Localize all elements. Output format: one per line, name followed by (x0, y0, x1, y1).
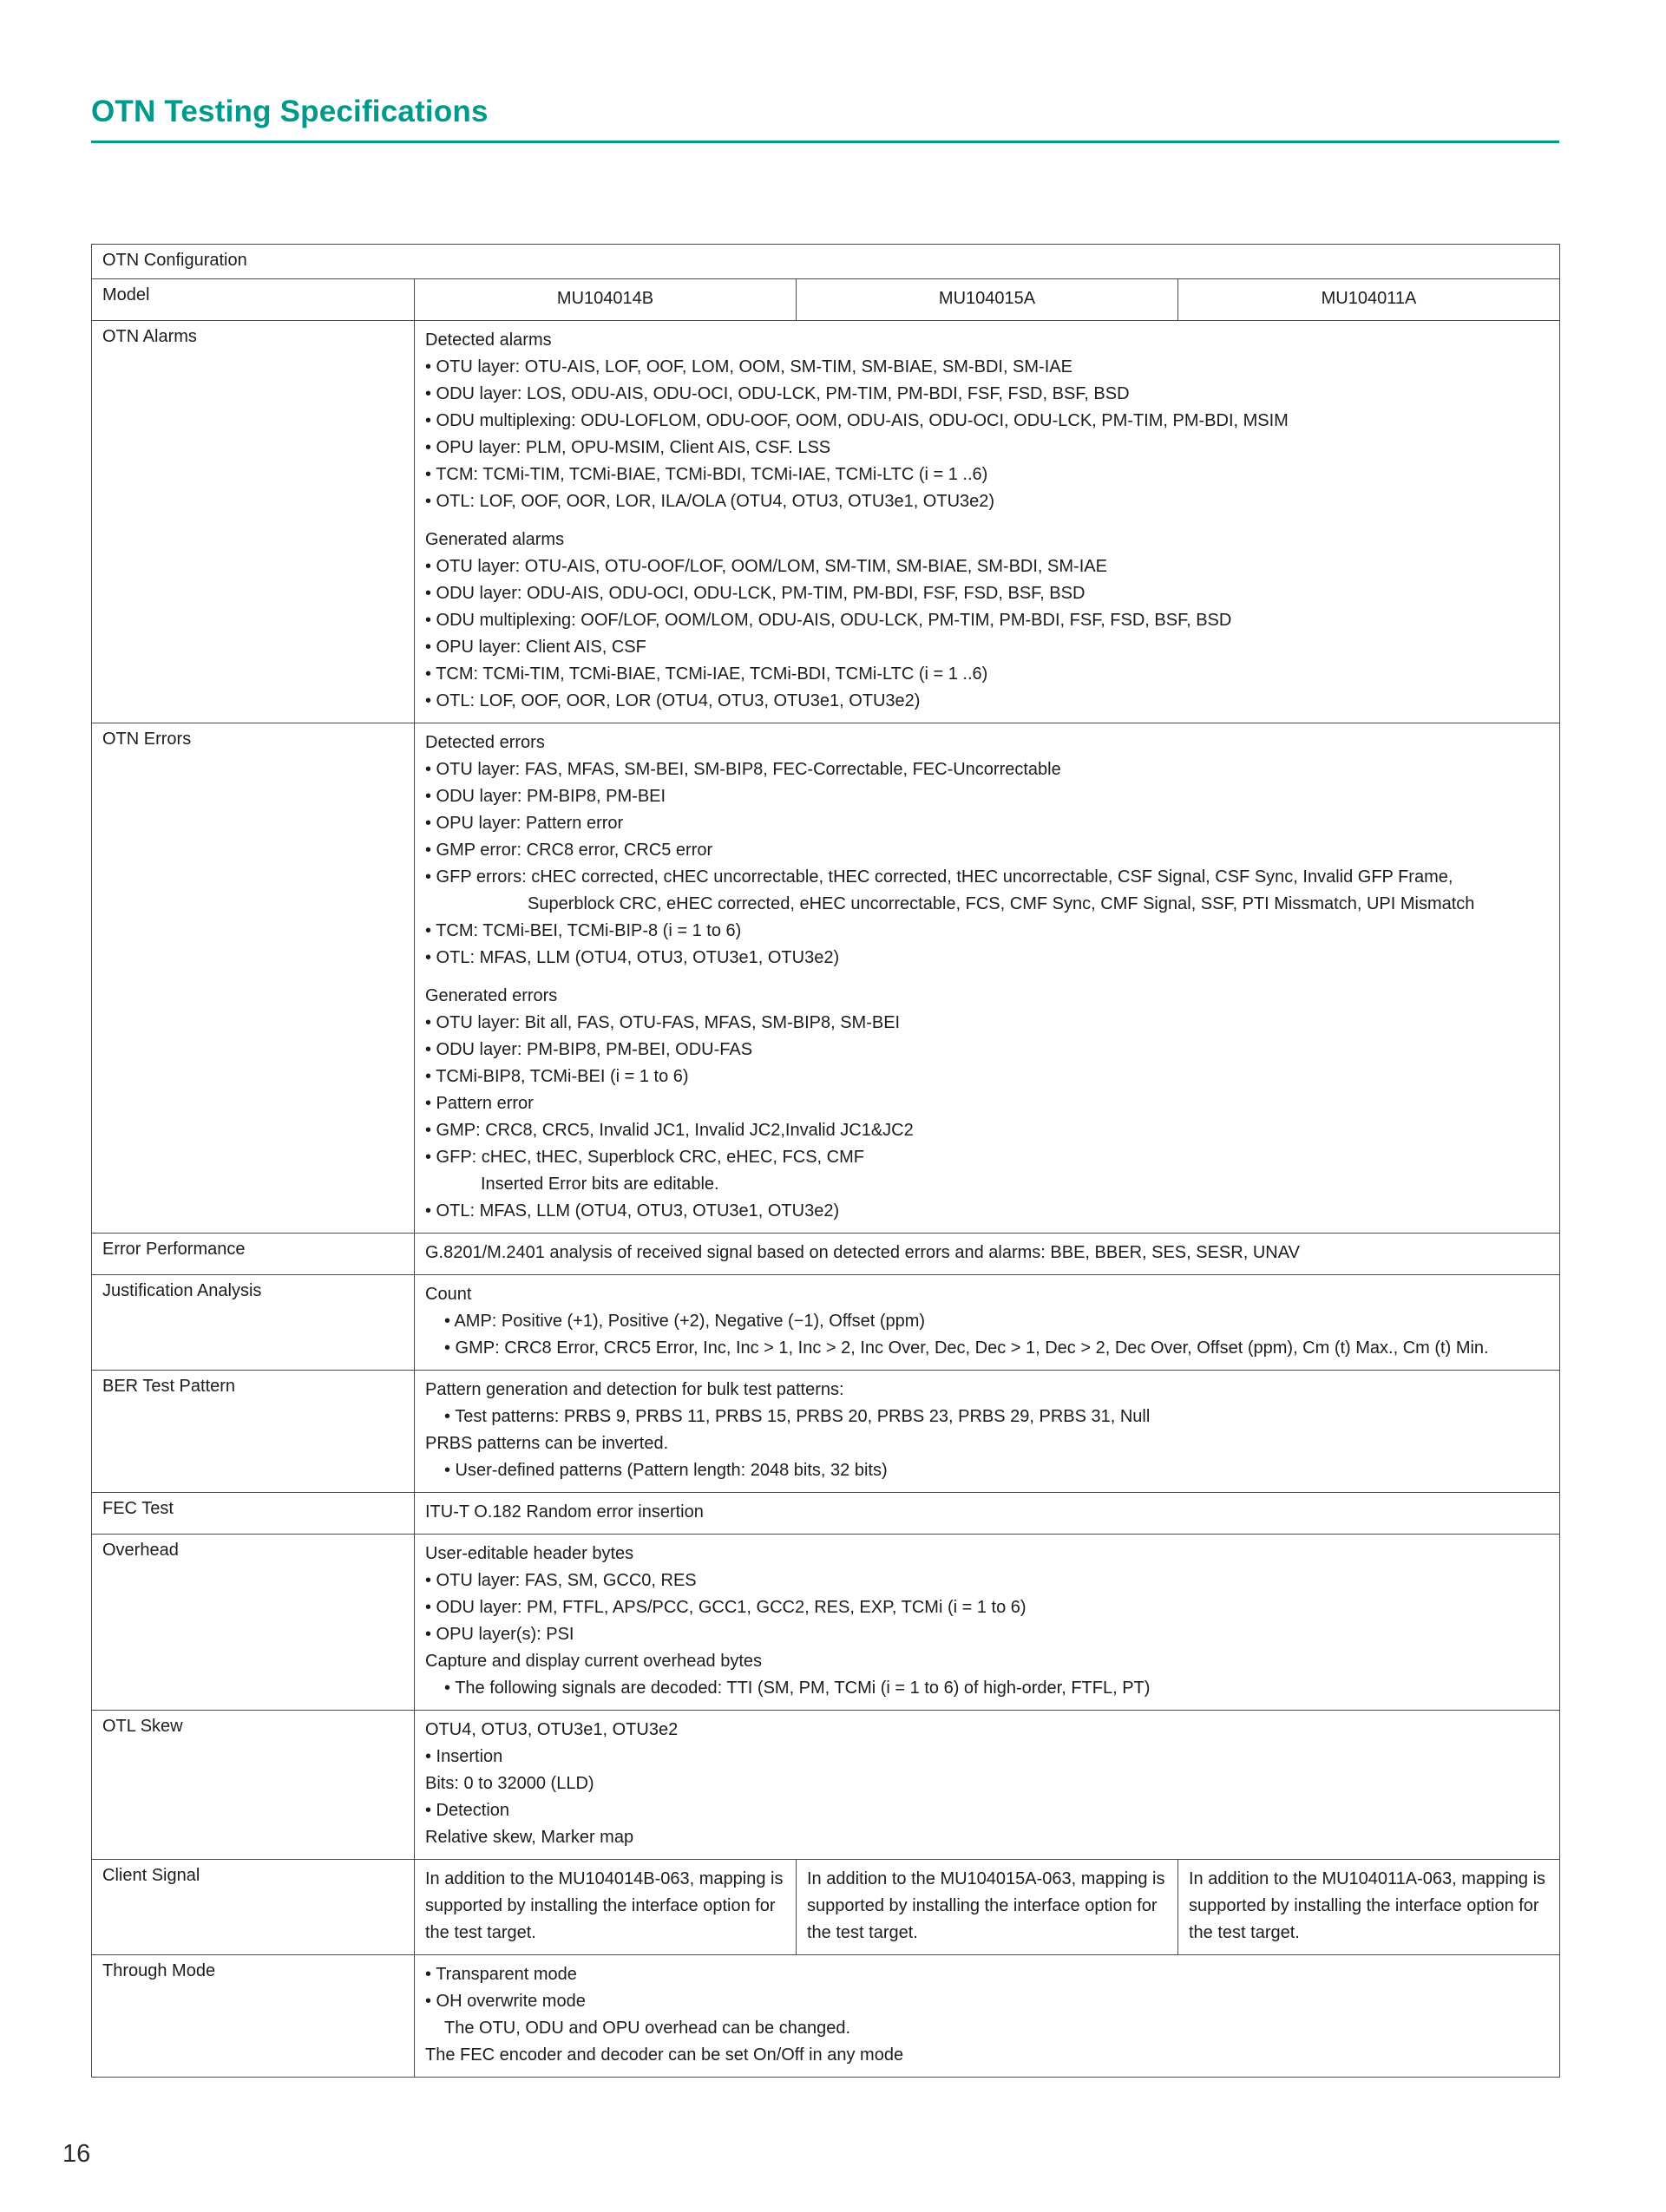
row-label-otl-skew: OTL Skew (92, 1711, 415, 1860)
spec-line: • OTU layer: Bit all, FAS, OTU-FAS, MFAS, SM-BIP8, SM-BEI (425, 1013, 901, 1032)
table-row-model (92, 279, 1560, 321)
justification-analysis-content (415, 1275, 1560, 1371)
spec-line: Superblock CRC, eHEC corrected, eHEC uncorrectable, FCS, CMF Sync, CMF Signal, SSF, PTI Missmatch, UPI Mismatch (528, 894, 1475, 913)
model-col-2 (797, 279, 1178, 321)
spec-line: Capture and display current overhead bytes (425, 1652, 763, 1671)
spec-line: The FEC encoder and decoder can be set On/Off in any mode (425, 2045, 904, 2065)
spec-line: • TCM: TCMi-TIM, TCMi-BIAE, TCMi-IAE, TCMi-BDI, TCMi-LTC (i = 1 ..6) (425, 664, 988, 684)
client-signal-col-3 (1178, 1860, 1560, 1955)
spec-line: • ODU layer: LOS, ODU-AIS, ODU-OCI, ODU-LCK, PM-TIM, PM-BDI, FSF, FSD, BSF, BSD (425, 384, 1130, 403)
spec-line: • TCMi-BIP8, TCMi-BEI (i = 1 to 6) (425, 1067, 689, 1086)
spec-line: Bits: 0 to 32000 (LLD) (425, 1774, 594, 1793)
cell-text: In addition to the MU104011A-063, mapping is supported by installing the interface option for the test target. (1189, 1869, 1546, 1942)
spec-line: • OPU layer(s): PSI (425, 1625, 574, 1644)
title-underline (91, 141, 1559, 143)
spec-line: • GFP errors: cHEC corrected, cHEC uncorrectable, tHEC corrected, tHEC uncorrectable, CSF Signal, CSF Sync, Invalid GFP Frame, (425, 867, 1453, 887)
spec-line: • AMP: Positive (+1), Positive (+2), Negative (−1), Offset (ppm) (444, 1312, 926, 1331)
fec-test-content (415, 1493, 1560, 1535)
spec-line: • OTU layer: OTU-AIS, LOF, OOF, LOM, OOM, SM-TIM, SM-BIAE, SM-BDI, SM-IAE (425, 357, 1072, 376)
spec-line: • ODU multiplexing: OOF/LOF, OOM/LOM, ODU-AIS, ODU-LCK, PM-TIM, PM-BDI, FSF, FSD, BSF, BSD (425, 611, 1232, 630)
model-col-3 (1178, 279, 1560, 321)
spec-line: • ODU multiplexing: ODU-LOFLOM, ODU-OOF, OOM, ODU-AIS, ODU-OCI, ODU-LCK, PM-TIM, PM-BDI, MSIM (425, 411, 1289, 430)
otn-errors-content (415, 723, 1560, 1234)
client-signal-col-2 (797, 1860, 1178, 1955)
spec-line: • Test patterns: PRBS 9, PRBS 11, PRBS 15, PRBS 20, PRBS 23, PRBS 29, PRBS 31, Null (444, 1407, 1151, 1426)
spec-line: • GMP error: CRC8 error, CRC5 error (425, 841, 713, 860)
document-header (91, 94, 1559, 143)
row-label-client-signal: Client Signal (92, 1860, 415, 1955)
spec-line: Pattern generation and detection for bulk test patterns: (425, 1380, 844, 1399)
overhead-content (415, 1535, 1560, 1711)
spec-line: • Insertion (425, 1747, 503, 1766)
spec-line: • User-defined patterns (Pattern length: 2048 bits, 32 bits) (444, 1461, 888, 1480)
ber-test-pattern-content (415, 1371, 1560, 1493)
spec-line: • GFP: cHEC, tHEC, Superblock CRC, eHEC, FCS, CMF (425, 1148, 864, 1167)
spec-line: • OTU layer: FAS, MFAS, SM-BEI, SM-BIP8, FEC-Correctable, FEC-Uncorrectable (425, 760, 1061, 779)
spec-line: • OPU layer: Client AIS, CSF (425, 638, 646, 657)
spec-line: • OTL: LOF, OOF, OOR, LOR, ILA/OLA (OTU4, OTU3, OTU3e1, OTU3e2) (425, 492, 995, 511)
spec-line: Detected errors (425, 733, 545, 752)
row-label-model: Model (92, 279, 415, 321)
table-row-otl-skew (92, 1711, 1560, 1860)
table-row-otn-alarms (92, 321, 1560, 723)
spec-line: • TCM: TCMi-TIM, TCMi-BIAE, TCMi-BDI, TCMi-IAE, TCMi-LTC (i = 1 ..6) (425, 465, 988, 484)
cell-text: MU104015A (938, 289, 1036, 308)
table-row-overhead (92, 1535, 1560, 1711)
spec-line: • ODU layer: PM, FTFL, APS/PCC, GCC1, GCC2, RES, EXP, TCMi (i = 1 to 6) (425, 1598, 1026, 1617)
spec-line: • OTU layer: FAS, SM, GCC0, RES (425, 1571, 697, 1590)
table-caption: OTN Configuration (92, 245, 1560, 279)
row-label-justification-analysis: Justification Analysis (92, 1275, 415, 1371)
spec-line: • OTL: MFAS, LLM (OTU4, OTU3, OTU3e1, OTU3e2) (425, 1201, 840, 1221)
table-row-fec-test (92, 1493, 1560, 1535)
spec-line: The OTU, ODU and OPU overhead can be changed. (444, 2019, 851, 2038)
table-row-otn-errors (92, 723, 1560, 1234)
spec-line: • OTL: LOF, OOF, OOR, LOR (OTU4, OTU3, OTU3e1, OTU3e2) (425, 691, 921, 710)
page-number: 16 (62, 2140, 91, 2168)
row-label-otn-errors: OTN Errors (92, 723, 415, 1234)
through-mode-content (415, 1955, 1560, 2078)
spec-line: G.8201/M.2401 analysis of received signal based on detected errors and alarms: BBE, BBER, SES, SESR, UNAV (425, 1243, 1300, 1262)
cell-text: In addition to the MU104014B-063, mapping is supported by installing the interface option for the test target. (425, 1869, 784, 1942)
spec-line: • Pattern error (425, 1094, 534, 1113)
spec-line: • Detection (425, 1801, 510, 1820)
table-row-justification-analysis (92, 1275, 1560, 1371)
spec-line: PRBS patterns can be inverted. (425, 1434, 669, 1453)
otn-configuration-table (91, 244, 1560, 2078)
otn-alarms-content (415, 321, 1560, 723)
cell-text: MU104014B (556, 289, 654, 308)
model-col-1 (415, 279, 797, 321)
otl-skew-content (415, 1711, 1560, 1860)
spec-line: • OPU layer: PLM, OPU-MSIM, Client AIS, CSF. LSS (425, 438, 831, 457)
spec-line: Generated alarms (425, 530, 565, 549)
spec-line: • The following signals are decoded: TTI (SM, PM, TCMi (i = 1 to 6) of high-order, FTFL, PT) (444, 1679, 1151, 1698)
row-label-otn-alarms: OTN Alarms (92, 321, 415, 723)
spec-line: User-editable header bytes (425, 1544, 634, 1563)
spec-line: Relative skew, Marker map (425, 1828, 634, 1847)
spec-line: Count (425, 1285, 472, 1304)
spec-line: • ODU layer: PM-BIP8, PM-BEI (425, 787, 666, 806)
spec-line: • GMP: CRC8 Error, CRC5 Error, Inc, Inc > 1, Inc > 2, Inc Over, Dec, Dec > 1, Dec > 2, Dec Over, Offset (ppm), Cm (t) Max., Cm (t) Min. (444, 1338, 1489, 1358)
spec-line: • OTU layer: OTU-AIS, OTU-OOF/LOF, OOM/LOM, SM-TIM, SM-BIAE, SM-BDI, SM-IAE (425, 557, 1107, 576)
table-row-error-performance (92, 1234, 1560, 1275)
error-performance-content (415, 1234, 1560, 1275)
spec-line: • OTL: MFAS, LLM (OTU4, OTU3, OTU3e1, OTU3e2) (425, 948, 840, 967)
spec-line: • ODU layer: ODU-AIS, ODU-OCI, ODU-LCK, PM-TIM, PM-BDI, FSF, FSD, BSF, BSD (425, 584, 1086, 603)
spec-line: • GMP: CRC8, CRC5, Invalid JC1, Invalid JC2,Invalid JC1&JC2 (425, 1121, 914, 1140)
row-label-error-performance: Error Performance (92, 1234, 415, 1275)
spec-line: • ODU layer: PM-BIP8, PM-BEI, ODU-FAS (425, 1040, 753, 1059)
row-label-overhead: Overhead (92, 1535, 415, 1711)
spec-line: • OPU layer: Pattern error (425, 814, 624, 833)
spec-line: OTU4, OTU3, OTU3e1, OTU3e2 (425, 1720, 679, 1739)
row-label-through-mode: Through Mode (92, 1955, 415, 2078)
cell-text: In addition to the MU104015A-063, mapping is supported by installing the interface option for the test target. (807, 1869, 1165, 1942)
spec-line: Detected alarms (425, 330, 552, 350)
row-label-ber-test-pattern: BER Test Pattern (92, 1371, 415, 1493)
caption-row (92, 245, 1560, 279)
spec-line: Generated errors (425, 986, 558, 1005)
spec-line: • Transparent mode (425, 1965, 577, 1984)
client-signal-col-1 (415, 1860, 797, 1955)
spec-line: Inserted Error bits are editable. (481, 1175, 719, 1194)
cell-text: MU104011A (1321, 289, 1417, 308)
row-label-fec-test: FEC Test (92, 1493, 415, 1535)
table-row-ber-test-pattern (92, 1371, 1560, 1493)
table-row-through-mode (92, 1955, 1560, 2078)
spec-line: • TCM: TCMi-BEI, TCMi-BIP-8 (i = 1 to 6) (425, 921, 742, 940)
table-row-client-signal (92, 1860, 1560, 1955)
spec-line: ITU-T O.182 Random error insertion (425, 1502, 704, 1522)
spec-line: • OH overwrite mode (425, 1992, 586, 2011)
page-title: OTN Testing Specifications (91, 95, 489, 128)
